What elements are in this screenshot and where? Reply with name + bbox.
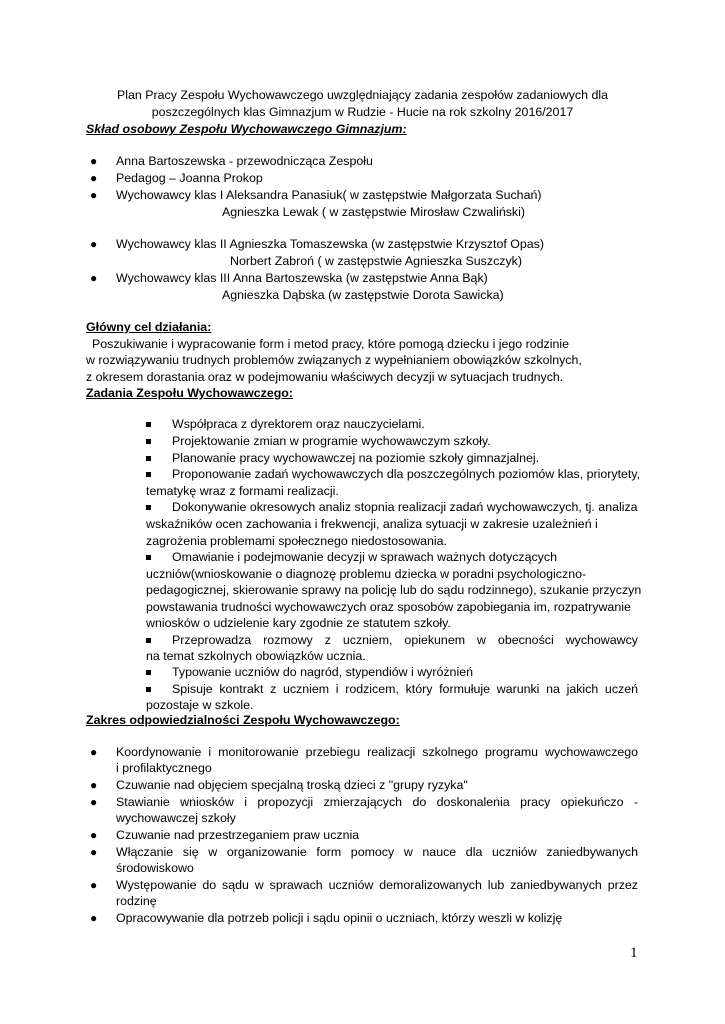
zadania-line-continuation: tematykę wraz z formami realizacji. (146, 484, 339, 498)
zadania-line: Omawianie i podejmowanie decyzji w sprawach ważnych dotyczących (172, 550, 557, 564)
sklad-item: Wychowawcy klas III Anna Bartoszewska (w zastępstwie Anna Bąk) (116, 271, 488, 285)
square-bullet-icon (146, 638, 151, 643)
title-line-1: Plan Pracy Zespołu Wychowawczego uwzględniający zadania zespołów zadaniowych dla (117, 88, 608, 102)
zakres-line: Występowanie do sądu w sprawach uczniów demoralizowanych lub zaniedbywanych przez (116, 878, 638, 892)
bullet-icon: ● (90, 778, 98, 792)
square-bullet-icon (146, 456, 151, 461)
bullet-icon: ● (90, 828, 98, 842)
zakres-line: Czuwanie nad objęciem specjalną troską dzieci z "grupy ryzyka" (116, 778, 468, 792)
zakres-line: Włączanie się w organizowanie form pomocy w nauce dla uczniów zaniedbywanych (116, 845, 638, 859)
square-bullet-icon (146, 555, 151, 560)
cel-line: Poszukiwanie i wypracowanie form i metod pracy, które pomogą dziecku i jego rodzinie (92, 337, 570, 351)
page-number: 1 (630, 945, 638, 961)
square-bullet-icon (146, 439, 151, 444)
zakres-line: Koordynowanie i monitorowanie przebiegu realizacji szkolnego programu wychowawczego (116, 745, 638, 759)
zadania-line: Współpraca z dyrektorem oraz nauczycielami. (172, 417, 425, 431)
zadania-line: Dokonywanie okresowych analiz stopnia realizacji zadań wychowawczych, tj. analiza (172, 500, 638, 514)
sklad-item: Pedagog – Joanna Prokop (116, 171, 263, 185)
sklad-item-continuation: Agnieszka Lewak ( w zastępstwie Mirosław Czwaliński) (222, 205, 525, 219)
zakres-line: Opracowywanie dla potrzeb policji i sądu opinii o uczniach, którzy weszli w kolizję (116, 911, 563, 925)
zadania-line-continuation: wskaźników ocen zachowania i frekwencji, analiza sytuacji w zakresie uzależnień i (146, 517, 598, 531)
zadania-line-continuation: uczniów(wnioskowanie o diagnozę problemu dziecka w poradni psychologiczno- (146, 567, 587, 581)
zadania-heading: Zadania Zespołu Wychowawczego: (86, 386, 294, 400)
zakres-line: Stawianie wniosków i propozycji zmierzających do doskonalenia pracy opiekuńczo - (116, 795, 638, 809)
sklad-item: Anna Bartoszewska - przewodnicząca Zespołu (116, 154, 373, 168)
sklad-heading: Skład osobowy Zespołu Wychowawczego Gimnazjum: (86, 122, 407, 136)
zadania-line: Typowanie uczniów do nagród, stypendiów i wyróżnień (172, 665, 473, 679)
zakres-line-continuation: i profilaktycznego (116, 761, 212, 775)
bullet-icon: ● (90, 188, 98, 202)
sklad-item: Wychowawcy klas II Agnieszka Tomaszewska (w zastępstwie Krzysztof Opas) (116, 237, 544, 251)
zadania-line-continuation: na temat szkolnych obowiązków ucznia. (146, 649, 366, 663)
sklad-item-continuation: Agnieszka Dąbska (w zastępstwie Dorota Sawicka) (222, 288, 504, 302)
bullet-icon: ● (90, 911, 98, 925)
square-bullet-icon (146, 670, 151, 675)
title-line-2: poszczególnych klas Gimnazjum w Rudzie - Hucie na rok szkolny 2016/2017 (151, 105, 574, 119)
bullet-icon: ● (90, 795, 98, 809)
zadania-line: Planowanie pracy wychowawczej na poziomie szkoły gimnazjalnej. (172, 451, 540, 465)
zadania-line: Projektowanie zmian w programie wychowawczym szkoły. (172, 434, 491, 448)
bullet-icon: ● (90, 171, 98, 185)
cel-line: z okresem dorastania oraz w podejmowaniu właściwych decyzji w sytuacjach trudnych. (86, 370, 564, 384)
zadania-line: Przeprowadza rozmowy z uczniem, opiekunem w obecności wychowawcy (172, 633, 638, 647)
zakres-line: Czuwanie nad przestrzeganiem praw ucznia (116, 828, 360, 842)
sklad-item: Wychowawcy klas I Aleksandra Panasiuk( w zastępstwie Małgorzata Suchań) (116, 188, 542, 202)
bullet-icon: ● (90, 154, 98, 168)
cel-heading: Główny cel działania: (86, 320, 212, 334)
square-bullet-icon (146, 472, 151, 477)
zadania-line-continuation: powstawania trudności wychowawczych oraz sposobów zapobiegania im, rozpatrywanie (146, 600, 631, 614)
zadania-line: Spisuje kontrakt z uczniem i rodzicem, który formułuje warunki na jakich uczeń (172, 682, 638, 696)
bullet-icon: ● (90, 271, 98, 285)
zadania-line-continuation: pedagogicznej, skierowanie sprawy na policję lub do sądu rodzinnego), szukanie przyczyn (146, 583, 642, 597)
cel-line: w rozwiązywaniu trudnych problemów związanych z wypełnianiem obowiązków szkolnych, (86, 353, 582, 367)
zakres-line-continuation: rodzinę (116, 894, 157, 908)
zakres-line-continuation: wychowawczej szkoły (116, 811, 236, 825)
zakres-line-continuation: środowiskowo (116, 861, 194, 875)
sklad-item-continuation: Norbert Zabroń ( w zastępstwie Agnieszka Suszczyk) (230, 254, 522, 268)
zadania-line-continuation: pozostaje w szkole. (146, 698, 254, 712)
zadania-line-continuation: zagrożenia problemami społecznego niedostosowania. (146, 534, 447, 548)
bullet-icon: ● (90, 745, 98, 759)
zadania-line-continuation: wniosków o udzielenie kary zgodnie ze statutem szkoły. (146, 616, 451, 630)
square-bullet-icon (146, 505, 151, 510)
zadania-line: Proponowanie zadań wychowawczych dla poszczególnych poziomów klas, priorytety, (172, 467, 641, 481)
bullet-icon: ● (90, 878, 98, 892)
bullet-icon: ● (90, 845, 98, 859)
square-bullet-icon (146, 422, 151, 427)
zakres-heading: Zakres odpowiedzialności Zespołu Wychowawczego: (86, 713, 400, 727)
bullet-icon: ● (90, 237, 98, 251)
square-bullet-icon (146, 687, 151, 692)
